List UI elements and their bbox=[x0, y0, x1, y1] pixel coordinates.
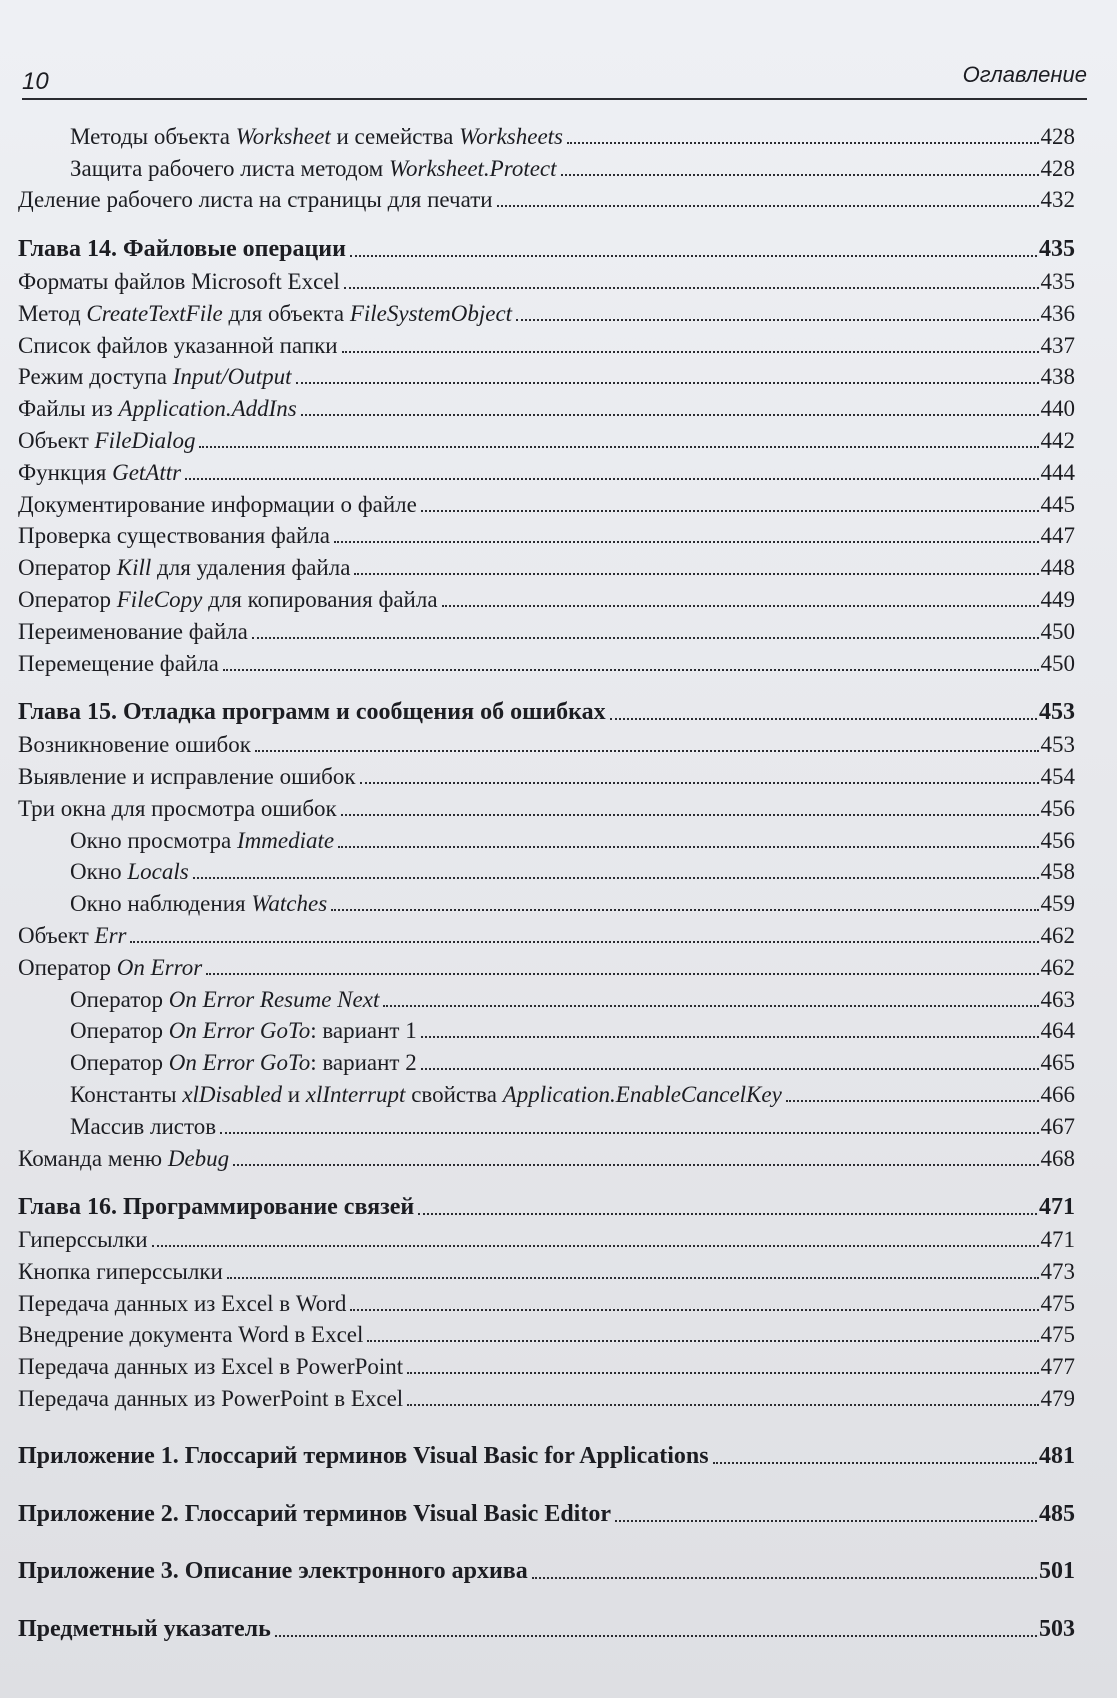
toc-title-part: Передача данных из Excel в PowerPoint bbox=[18, 1354, 404, 1380]
toc-title-italic-part: FileCopy bbox=[116, 586, 203, 612]
dot-leader bbox=[206, 973, 1038, 975]
toc-page-number: 475 bbox=[1040, 1290, 1075, 1316]
toc-page-number: 456 bbox=[1040, 795, 1075, 821]
toc-title-part: Приложение 2. Глоссарий терминов Visual Basic Editor bbox=[18, 1500, 611, 1527]
toc-page-number: 435 bbox=[1039, 236, 1075, 263]
dot-leader bbox=[421, 510, 1039, 512]
toc-entry bbox=[18, 645, 1075, 677]
toc-title-part: Глава 14. Файловые операции bbox=[18, 236, 346, 263]
toc-title-part: Объект bbox=[18, 922, 95, 948]
toc-chapter-entry bbox=[18, 1190, 1075, 1222]
dot-leader bbox=[227, 1277, 1039, 1279]
toc-entry-title bbox=[18, 236, 350, 263]
toc-title-part: Приложение 3. Описание электронного архива bbox=[18, 1558, 528, 1585]
toc-title-italic-part: On Error GoTo bbox=[168, 1050, 311, 1076]
dot-leader bbox=[532, 1577, 1037, 1579]
toc-entry bbox=[18, 390, 1075, 422]
dot-leader bbox=[350, 255, 1037, 257]
dot-leader bbox=[185, 478, 1038, 480]
toc-title-part: и семейства bbox=[330, 123, 460, 149]
toc-entry-title bbox=[70, 987, 383, 1013]
dot-leader bbox=[360, 782, 1039, 784]
toc-chapter-entry bbox=[18, 1611, 1075, 1643]
toc-chapter-entry bbox=[18, 1554, 1075, 1586]
toc-title-italic-part: On Error GoTo bbox=[168, 1018, 311, 1044]
toc-title-part: Гиперссылки bbox=[18, 1227, 148, 1253]
toc-entry-title bbox=[18, 1616, 275, 1643]
toc-page-number: 436 bbox=[1040, 300, 1075, 326]
toc-page-number: 428 bbox=[1040, 155, 1075, 181]
toc-page-number: 501 bbox=[1039, 1558, 1075, 1585]
dot-leader bbox=[354, 573, 1038, 575]
toc-title-part: Деление рабочего листа на страницы для печати bbox=[18, 187, 493, 213]
toc-entry bbox=[18, 486, 1075, 518]
toc-entry-title bbox=[18, 1146, 233, 1172]
toc-page-number: 435 bbox=[1040, 268, 1075, 294]
toc-title-part: Оператор bbox=[70, 986, 169, 1012]
toc-title-part: Защита рабочего листа методом bbox=[70, 155, 389, 181]
toc-title-part: Список файлов указанной папки bbox=[18, 332, 338, 358]
toc-title-part: Форматы файлов Microsoft Excel bbox=[18, 268, 340, 294]
toc-title-part: для удаления файла bbox=[151, 555, 351, 581]
toc-entry-title bbox=[18, 1227, 152, 1253]
toc-entry-title bbox=[18, 1259, 227, 1285]
toc-page-number: 479 bbox=[1040, 1386, 1075, 1412]
toc-title-part: : вариант 1 bbox=[310, 1018, 417, 1044]
toc-entry bbox=[18, 949, 1075, 981]
toc-page-number: 459 bbox=[1040, 891, 1075, 917]
toc-title-part: Перемещение файла bbox=[18, 650, 219, 676]
toc-page-number: 465 bbox=[1040, 1050, 1075, 1076]
toc-page-number: 468 bbox=[1040, 1145, 1075, 1171]
toc-entry-title bbox=[18, 619, 252, 645]
toc-title-part: Оператор bbox=[70, 1018, 169, 1044]
toc-page-number: 503 bbox=[1039, 1616, 1075, 1643]
toc-entry-title bbox=[18, 460, 185, 486]
toc-entry-title bbox=[18, 1194, 418, 1221]
toc-entry bbox=[18, 581, 1075, 613]
dot-leader bbox=[610, 718, 1037, 720]
toc-page-number: 440 bbox=[1040, 396, 1075, 422]
toc-entry bbox=[18, 1317, 1075, 1349]
running-head: Оглавление bbox=[962, 62, 1087, 87]
toc-entry bbox=[18, 1076, 1075, 1108]
toc-page-number: 473 bbox=[1040, 1258, 1075, 1284]
dot-leader bbox=[338, 846, 1038, 848]
dot-leader bbox=[713, 1462, 1037, 1464]
dot-leader bbox=[342, 351, 1039, 353]
toc-chapter-entry bbox=[18, 231, 1075, 263]
toc-page-number: 462 bbox=[1040, 922, 1075, 948]
toc-entry bbox=[18, 981, 1075, 1013]
dot-leader bbox=[418, 1213, 1037, 1215]
toc-chapter-entry bbox=[18, 695, 1075, 727]
toc-page-number: 481 bbox=[1039, 1442, 1075, 1469]
toc-entry bbox=[18, 613, 1075, 645]
toc-page-number: 428 bbox=[1040, 123, 1075, 149]
toc-title-part: Окно bbox=[70, 859, 128, 885]
toc-title-part: Файлы из bbox=[18, 396, 119, 422]
toc-page-number: 471 bbox=[1040, 1227, 1075, 1253]
toc-page-number: 458 bbox=[1040, 859, 1075, 885]
toc-entry-title bbox=[70, 156, 561, 182]
toc-entry-title bbox=[18, 396, 301, 422]
toc-title-italic-part: Worksheets bbox=[459, 123, 563, 149]
toc-title-part: Функция bbox=[18, 459, 113, 485]
toc-entry-title bbox=[18, 651, 223, 677]
dot-leader bbox=[383, 1005, 1038, 1007]
toc-title-italic-part: Application.EnableCancelKey bbox=[502, 1081, 782, 1107]
toc-title-part: Метод bbox=[18, 300, 87, 326]
toc-title-part: Константы bbox=[70, 1081, 183, 1107]
toc-title-part: Методы объекта bbox=[70, 123, 236, 149]
toc-entry bbox=[18, 454, 1075, 486]
toc-title-italic-part: Immediate bbox=[236, 827, 335, 853]
toc-entry-title bbox=[18, 555, 354, 581]
toc-entry bbox=[18, 150, 1075, 182]
toc-page-number: 467 bbox=[1040, 1113, 1075, 1139]
dot-leader bbox=[615, 1520, 1037, 1522]
toc-entry-title bbox=[70, 891, 331, 917]
toc-title-part: Команда меню bbox=[18, 1145, 168, 1171]
table-of-contents bbox=[18, 118, 1075, 1643]
toc-entry-title bbox=[18, 699, 610, 726]
toc-entry-title bbox=[18, 1386, 407, 1412]
toc-title-italic-part: xlDisabled bbox=[182, 1081, 282, 1107]
toc-title-italic-part: On Error Resume Next bbox=[168, 986, 380, 1012]
toc-entry-title bbox=[18, 301, 516, 327]
toc-page-number: 475 bbox=[1040, 1322, 1075, 1348]
toc-chapter-entry bbox=[18, 1438, 1075, 1470]
toc-entry-title bbox=[18, 587, 442, 613]
toc-entry bbox=[18, 1253, 1075, 1285]
toc-title-italic-part: On Error bbox=[116, 954, 203, 980]
dot-leader bbox=[193, 877, 1039, 879]
toc-title-part: Объект bbox=[18, 427, 95, 453]
toc-title-part: Выявление и исправление ошибок bbox=[18, 763, 356, 789]
toc-title-part: Окно просмотра bbox=[70, 827, 237, 853]
dot-leader bbox=[130, 941, 1038, 943]
toc-title-part: Передача данных из PowerPoint в Excel bbox=[18, 1386, 404, 1412]
toc-entry bbox=[18, 549, 1075, 581]
toc-title-italic-part: Application.AddIns bbox=[118, 396, 297, 422]
toc-entry-title bbox=[18, 1558, 532, 1585]
toc-title-part: Приложение 1. Глоссарий терминов Visual Basic for Applications bbox=[18, 1442, 709, 1469]
toc-page-number: 445 bbox=[1040, 491, 1075, 517]
toc-entry-title bbox=[18, 364, 296, 390]
toc-title-italic-part: Watches bbox=[251, 891, 328, 917]
toc-title-part: Глава 15. Отладка программ и сообщения об ошибках bbox=[18, 699, 606, 726]
toc-entry-title bbox=[70, 1050, 421, 1076]
toc-entry bbox=[18, 885, 1075, 917]
toc-page-number: 463 bbox=[1040, 986, 1075, 1012]
toc-title-italic-part: Locals bbox=[127, 859, 189, 885]
toc-title-italic-part: xlInterrupt bbox=[305, 1081, 406, 1107]
toc-entry-title bbox=[70, 828, 338, 854]
toc-entry-title bbox=[70, 1082, 786, 1108]
dot-leader bbox=[252, 637, 1039, 639]
toc-title-part: Переименование файла bbox=[18, 618, 248, 644]
toc-page-number: 485 bbox=[1039, 1500, 1075, 1527]
toc-entry bbox=[18, 726, 1075, 758]
toc-page-number: 462 bbox=[1040, 954, 1075, 980]
page-header bbox=[22, 56, 1087, 100]
toc-entry-title bbox=[18, 333, 342, 359]
toc-entry-title bbox=[18, 492, 421, 518]
dot-leader bbox=[421, 1068, 1039, 1070]
toc-title-part: : вариант 2 bbox=[310, 1050, 417, 1076]
dot-leader bbox=[255, 750, 1039, 752]
toc-entry-title bbox=[70, 1018, 421, 1044]
toc-entry-title bbox=[18, 955, 206, 981]
toc-entry-title bbox=[18, 1322, 367, 1348]
dot-leader bbox=[152, 1245, 1039, 1247]
toc-entry bbox=[18, 359, 1075, 391]
dot-leader bbox=[421, 1036, 1039, 1038]
dot-leader bbox=[786, 1100, 1039, 1102]
toc-entry bbox=[18, 422, 1075, 454]
dot-leader bbox=[220, 1132, 1038, 1134]
toc-entry-title bbox=[18, 1354, 407, 1380]
toc-entry bbox=[18, 182, 1075, 214]
toc-entry-title bbox=[18, 187, 497, 213]
toc-entry bbox=[18, 1108, 1075, 1140]
toc-title-italic-part: GetAttr bbox=[112, 459, 182, 485]
toc-entry-title bbox=[18, 523, 334, 549]
toc-entry bbox=[18, 1221, 1075, 1253]
toc-title-part: Возникновение ошибок bbox=[18, 732, 251, 758]
toc-title-italic-part: Debug bbox=[167, 1145, 230, 1171]
toc-title-italic-part: Worksheet.Protect bbox=[388, 155, 557, 181]
toc-page-number: 444 bbox=[1040, 459, 1075, 485]
toc-entry-title bbox=[18, 923, 130, 949]
toc-title-italic-part: Worksheet bbox=[235, 123, 331, 149]
toc-title-italic-part: Input/Output bbox=[172, 364, 292, 390]
toc-title-part: Оператор bbox=[18, 555, 117, 581]
toc-page-number: 477 bbox=[1040, 1354, 1075, 1380]
dot-leader bbox=[199, 446, 1038, 448]
dot-leader bbox=[367, 1340, 1038, 1342]
toc-title-italic-part: FileSystemObject bbox=[349, 300, 513, 326]
toc-page-number: 453 bbox=[1040, 732, 1075, 758]
toc-title-part: для копирования файла bbox=[202, 586, 438, 612]
toc-entry-title bbox=[18, 796, 341, 822]
toc-entry-title bbox=[70, 1114, 220, 1140]
toc-entry bbox=[18, 518, 1075, 550]
dot-leader bbox=[223, 669, 1039, 671]
toc-entry bbox=[18, 1348, 1075, 1380]
dot-leader bbox=[561, 174, 1039, 176]
toc-title-part: Оператор bbox=[70, 1050, 169, 1076]
toc-entry-title bbox=[70, 124, 567, 150]
dot-leader bbox=[233, 1164, 1038, 1166]
toc-title-part: Окно наблюдения bbox=[70, 891, 252, 917]
toc-entry bbox=[18, 854, 1075, 886]
toc-title-part: и bbox=[281, 1081, 306, 1107]
toc-title-part: для объекта bbox=[222, 300, 350, 326]
toc-title-part: Массив листов bbox=[70, 1113, 217, 1139]
toc-page-number: 450 bbox=[1040, 650, 1075, 676]
toc-title-part: Передача данных из Excel в Word bbox=[18, 1290, 347, 1316]
toc-title-part: Три окна для просмотра ошибок bbox=[18, 795, 337, 821]
toc-title-part: Кнопка гиперссылки bbox=[18, 1258, 223, 1284]
toc-page-number: 447 bbox=[1040, 523, 1075, 549]
toc-page-number: 437 bbox=[1040, 332, 1075, 358]
page-number: 10 bbox=[22, 68, 49, 95]
toc-entry-title bbox=[18, 1443, 713, 1470]
toc-page-number: 454 bbox=[1040, 763, 1075, 789]
toc-title-part: Режим доступа bbox=[18, 364, 173, 390]
dot-leader bbox=[442, 605, 1039, 607]
toc-page-number: 450 bbox=[1040, 618, 1075, 644]
toc-page-number: 453 bbox=[1039, 699, 1075, 726]
toc-title-italic-part: Err bbox=[94, 922, 127, 948]
dot-leader bbox=[497, 205, 1039, 207]
toc-entry-title bbox=[18, 732, 255, 758]
toc-entry bbox=[18, 1285, 1075, 1317]
toc-entry bbox=[18, 295, 1075, 327]
toc-entry bbox=[18, 327, 1075, 359]
toc-title-italic-part: CreateTextFile bbox=[86, 300, 223, 326]
toc-entry bbox=[18, 1140, 1075, 1172]
toc-title-part: Внедрение документа Word в Excel bbox=[18, 1322, 364, 1348]
toc-entry bbox=[18, 118, 1075, 150]
dot-leader bbox=[567, 142, 1039, 144]
toc-title-part: свойства bbox=[405, 1081, 503, 1107]
toc-entry-title bbox=[18, 269, 344, 295]
toc-entry bbox=[18, 263, 1075, 295]
toc-page-number: 471 bbox=[1039, 1194, 1075, 1221]
dot-leader bbox=[334, 541, 1038, 543]
toc-chapter-entry bbox=[18, 1496, 1075, 1528]
toc-page-number: 464 bbox=[1040, 1018, 1075, 1044]
dot-leader bbox=[301, 414, 1039, 416]
toc-entry bbox=[18, 1380, 1075, 1412]
toc-page-number: 432 bbox=[1040, 187, 1075, 213]
toc-entry-title bbox=[18, 428, 199, 454]
dot-leader bbox=[516, 319, 1038, 321]
toc-entry bbox=[18, 1044, 1075, 1076]
toc-page-number: 456 bbox=[1040, 827, 1075, 853]
toc-entry bbox=[18, 822, 1075, 854]
toc-title-italic-part: Kill bbox=[116, 555, 152, 581]
toc-page-number: 466 bbox=[1040, 1081, 1075, 1107]
toc-page-number: 449 bbox=[1040, 586, 1075, 612]
toc-page-number: 442 bbox=[1040, 427, 1075, 453]
toc-title-part: Проверка существования файла bbox=[18, 523, 331, 549]
toc-title-part: Оператор bbox=[18, 954, 117, 980]
dot-leader bbox=[407, 1372, 1038, 1374]
toc-title-part: Документирование информации о файле bbox=[18, 491, 417, 517]
dot-leader bbox=[344, 287, 1039, 289]
toc-entry-title bbox=[18, 1501, 615, 1528]
toc-page-number: 438 bbox=[1040, 364, 1075, 390]
toc-title-part: Предметный указатель bbox=[18, 1616, 271, 1643]
toc-entry bbox=[18, 917, 1075, 949]
toc-page-number: 448 bbox=[1040, 555, 1075, 581]
toc-entry-title bbox=[18, 764, 360, 790]
toc-title-italic-part: FileDialog bbox=[94, 427, 196, 453]
dot-leader bbox=[350, 1309, 1038, 1311]
dot-leader bbox=[407, 1404, 1038, 1406]
toc-entry-title bbox=[70, 859, 193, 885]
dot-leader bbox=[296, 382, 1039, 384]
dot-leader bbox=[275, 1635, 1037, 1637]
toc-entry-title bbox=[18, 1291, 350, 1317]
toc-title-part: Оператор bbox=[18, 586, 117, 612]
toc-title-part: Глава 16. Программирование связей bbox=[18, 1194, 415, 1221]
dot-leader bbox=[341, 814, 1039, 816]
toc-entry bbox=[18, 1013, 1075, 1045]
dot-leader bbox=[331, 909, 1038, 911]
toc-entry bbox=[18, 758, 1075, 790]
toc-entry bbox=[18, 790, 1075, 822]
